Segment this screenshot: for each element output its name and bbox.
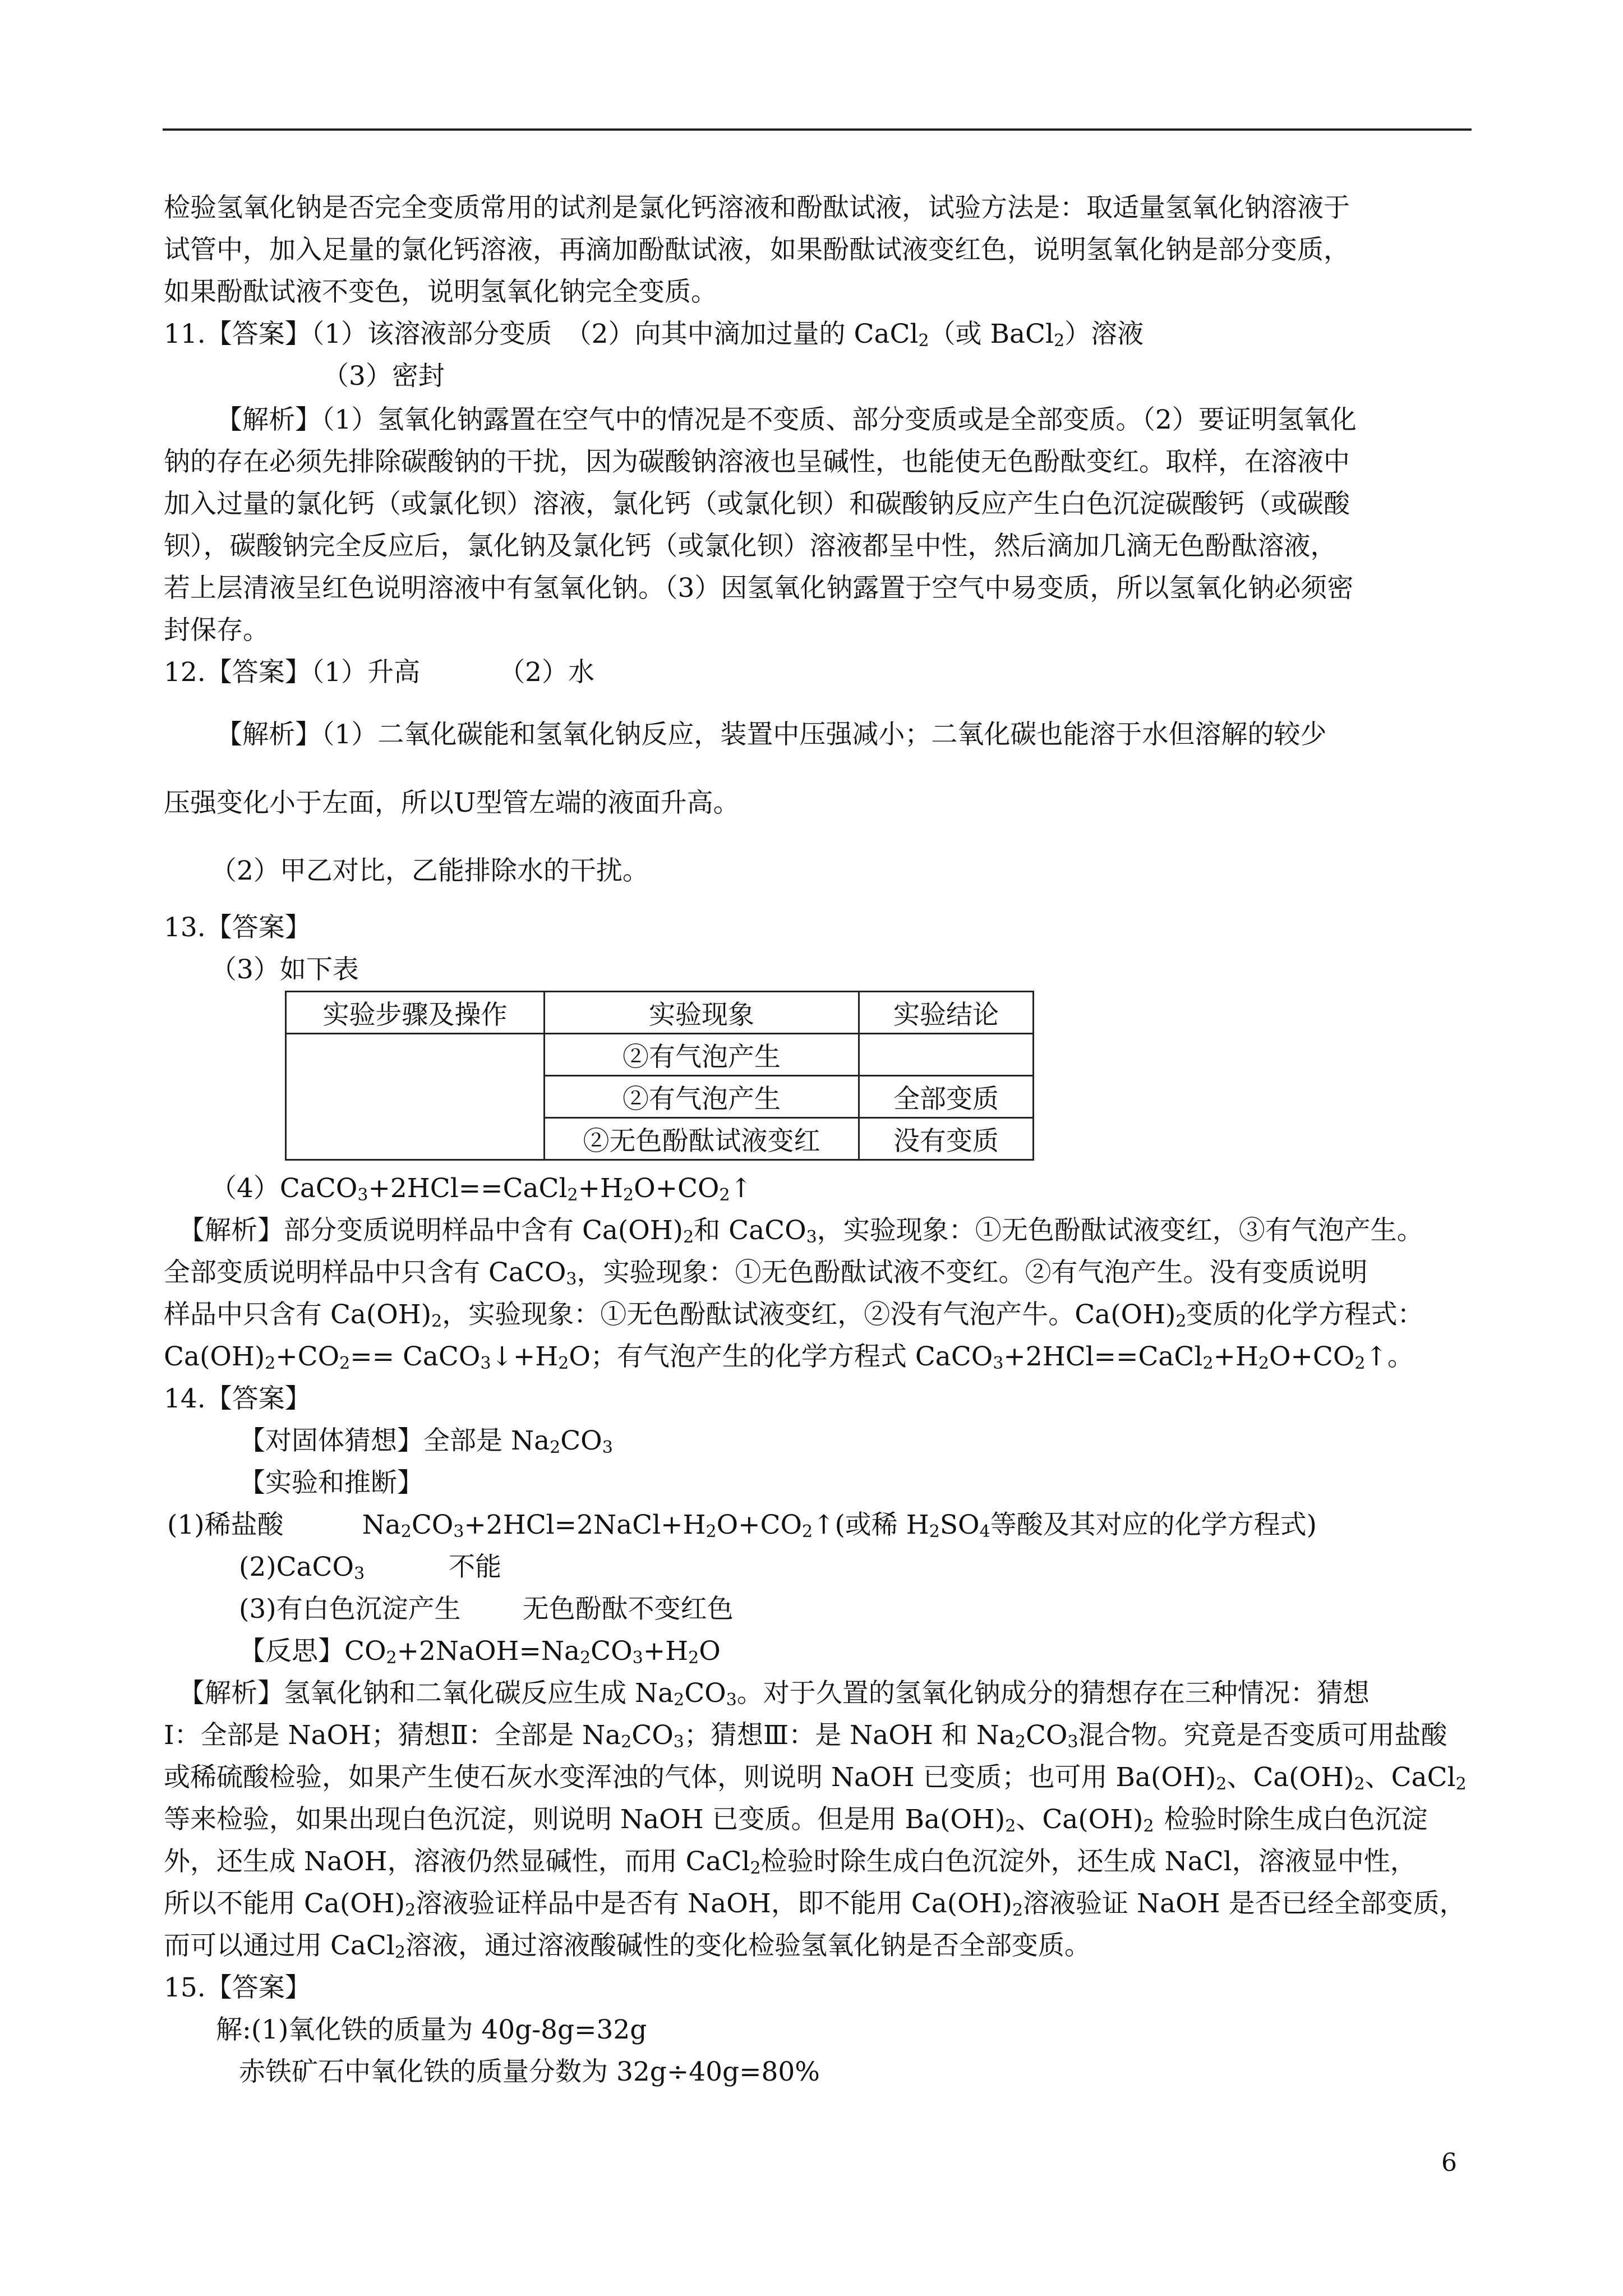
subscript: 2 — [1216, 1774, 1227, 1794]
text-run: CO — [560, 1425, 602, 1456]
paragraph-line: 试管中，加入足量的氯化钙溶液，再滴加酚酞试液，如果酚酞试液变红色，说明氢氧化钠是部分变质， — [164, 234, 1350, 265]
q12-explanation-line: 【解析】（1）二氧化碳能和氢氧化钠反应，装置中压强减小；二氧化碳也能溶于水但溶解的较少 — [216, 719, 1327, 750]
q13-explanation-line — [178, 1214, 1423, 1248]
text-run: 【对固体猜想】全部是 Na — [239, 1425, 550, 1456]
subscript: 2 — [580, 1648, 591, 1668]
text-run: （4）CaCO — [210, 1173, 358, 1204]
text-run: 样品中只含有 Ca(OH) — [164, 1299, 432, 1330]
text-run: 和 CaCO — [694, 1215, 806, 1246]
subscript: 2 — [394, 1943, 406, 1962]
subscript: 3 — [726, 1690, 737, 1710]
subscript: 2 — [1175, 1312, 1187, 1331]
subscript: 2 — [1258, 1354, 1269, 1373]
text-run: 混合物。究竟是否变质可用盐酸 — [1078, 1720, 1447, 1751]
table-cell: ②有气泡产生 — [545, 1034, 859, 1076]
q11-explanation-line: 钡），碳酸钠完全反应后，氯化钠及氯化钙（或氯化钡）溶液都呈中性，然后滴加几滴无色酚酞溶液， — [164, 531, 1337, 562]
text-run: ，实验现象：①无色酚酞试液不变红。②有气泡产生。没有变质说明 — [577, 1257, 1368, 1288]
text-run: ，实验现象：①无色酚酞试液变红，②没有气泡产牛。Ca(OH) — [442, 1299, 1176, 1330]
table-header-cell: 实验结论 — [859, 992, 1034, 1034]
text-run: +2HCl=2NaCl+H — [464, 1510, 706, 1540]
text-run: +2HCl==CaCl — [368, 1173, 568, 1204]
paragraph-line: 检验氢氧化钠是否完全变质常用的试剂是氯化钙溶液和酚酞试液，试验方法是：取适量氢氧化钠溶液于 — [164, 192, 1350, 223]
q14-explanation-line — [164, 1887, 1466, 1921]
table-cell: 没有变质 — [859, 1118, 1034, 1160]
text-run: O+CO — [716, 1510, 802, 1540]
table-cell: ②有气泡产生 — [545, 1076, 859, 1118]
subscript: 3 — [673, 1732, 684, 1752]
text-run: +H — [643, 1636, 689, 1667]
text-run: 全部变质说明样品中只含有 CaCO — [164, 1257, 566, 1288]
subscript: 2 — [1005, 1816, 1016, 1836]
text-run: ↓+H — [491, 1341, 559, 1372]
subscript: 3 — [354, 1564, 365, 1584]
subscript: 2 — [801, 1522, 813, 1542]
text-run: 、Ca(OH) — [1227, 1762, 1354, 1793]
subscript: 2 — [1354, 1354, 1366, 1373]
table-cell: ②无色酚酞试液变红 — [545, 1118, 859, 1160]
text-run: +H — [1213, 1341, 1258, 1372]
q13-explanation-line — [164, 1298, 1424, 1332]
text-run: Ⅰ：全部是 NaOH；猜想Ⅱ：全部是 Na — [164, 1720, 621, 1751]
subscript: 3 — [480, 1354, 491, 1373]
table-header-cell: 实验现象 — [545, 992, 859, 1034]
subscript: 2 — [719, 1185, 730, 1205]
text-run: 溶液验证 NaOH 是否已经全部变质， — [1023, 1888, 1466, 1919]
text-run: O+CO — [1269, 1341, 1355, 1372]
text-run: O+CO — [634, 1173, 720, 1204]
q12-explanation-line: （2）甲乙对比，乙能排除水的干扰。 — [210, 855, 649, 886]
text-run: 等酸及其对应的化学方程式) — [990, 1510, 1317, 1540]
text-run: CO — [411, 1510, 454, 1540]
q11-explanation-line: 钠的存在必须先排除碳酸钠的干扰，因为碳酸钠溶液也呈碱性，也能使无色酚酞变红。取样，在溶液中 — [164, 447, 1350, 477]
text-run: (3)有白色沉淀产生 — [239, 1594, 461, 1625]
text-run: O — [699, 1636, 721, 1667]
text-run: 不能 — [449, 1552, 502, 1582]
table-header-row — [286, 992, 1034, 1034]
text-run: CO — [1025, 1720, 1068, 1751]
subscript: 2 — [683, 1227, 694, 1247]
subscript: 2 — [1354, 1774, 1365, 1794]
text-run: O；有气泡产生的化学方程式 CaCO — [569, 1341, 993, 1372]
q11-explanation-line: 若上层清液呈红色说明溶液中有氢氧化钠。（3）因氢氧化钠露置于空气中易变质，所以氢氧化钠必须密 — [164, 573, 1354, 604]
subscript: 3 — [993, 1354, 1004, 1373]
subscript: 2 — [405, 1901, 416, 1920]
q13-sub4 — [210, 1172, 752, 1205]
subscript: 2 — [1202, 1354, 1214, 1373]
text-run: ，实验现象：①无色酚酞试液变红，③有气泡产生。 — [817, 1215, 1423, 1246]
subscript: 2 — [688, 1648, 699, 1668]
q14-guess-line — [239, 1424, 613, 1458]
page-number: 6 — [1441, 2148, 1457, 2177]
q14-reflection — [239, 1635, 721, 1668]
subscript: 3 — [357, 1185, 368, 1205]
q14-item2 — [239, 1550, 501, 1584]
table-cell: 全部变质 — [859, 1076, 1034, 1118]
q14-item3 — [239, 1593, 734, 1626]
subscript: 2 — [674, 1690, 685, 1710]
text-run: 。对于久置的氢氧化钠成分的猜想存在三种情况：猜想 — [736, 1678, 1370, 1709]
q13-explanation-line — [164, 1256, 1368, 1290]
text-run: 【反思】CO — [239, 1636, 386, 1667]
subscript: 2 — [1012, 1901, 1023, 1920]
text-run: +2HCl==CaCl — [1003, 1341, 1203, 1372]
subscript: 2 — [567, 1185, 578, 1205]
subscript: 2 — [400, 1522, 412, 1542]
text-run: ↑(或稀 H — [813, 1510, 929, 1540]
q15-answer-heading: 15.【答案】 — [164, 1972, 311, 2003]
subscript: 2 — [550, 1438, 561, 1457]
subscript: 2 — [386, 1648, 397, 1668]
header-rule — [163, 128, 1472, 131]
q12-answer-line — [164, 656, 594, 689]
q15-solution-line: 解:(1)氧化铁的质量为 40g-8g=32g — [216, 2014, 647, 2045]
text-run: ；猜想Ⅲ：是 NaOH 和 Na — [684, 1720, 1015, 1751]
q14-explanation-line — [164, 1719, 1447, 1752]
subscript: 3 — [453, 1522, 464, 1542]
q14-answer-heading: 14.【答案】 — [164, 1383, 311, 1414]
text-run: ↑ — [730, 1173, 752, 1204]
text-run: +CO — [275, 1341, 340, 1372]
text-run: Na — [362, 1510, 401, 1540]
subscript: 2 — [929, 1522, 940, 1542]
paragraph-line: 如果酚酞试液不变色，说明氢氧化钠完全变质。 — [164, 277, 717, 307]
subscript: 2 — [1143, 1816, 1154, 1836]
subscript: 2 — [621, 1732, 632, 1752]
subscript: 2 — [750, 1858, 761, 1878]
q11-answer-line-2: （3）密封 — [322, 361, 445, 392]
text-run: 溶液，通过溶液酸碱性的变化检验氢氧化钠是否全部变质。 — [405, 1930, 1091, 1961]
q14-explanation-line — [164, 1803, 1428, 1837]
text-run: (2)CaCO — [239, 1552, 354, 1582]
text-run: CO — [591, 1636, 633, 1667]
q12-explanation-line: 压强变化小于左面，所以U型管左端的液面升高。 — [164, 788, 740, 818]
q14-item1 — [167, 1508, 1317, 1542]
subscript: 4 — [979, 1522, 990, 1542]
text-run: 12.【答案】（1）升高 — [164, 657, 421, 688]
text-run: 等来检验，如果出现白色沉淀，则说明 NaOH 已变质。但是用 Ba(OH) — [164, 1804, 1006, 1835]
q14-explanation-line — [164, 1929, 1091, 1963]
text-run: 11.【答案】（1）该溶液部分变质 （2）向其中滴加过量的 CaCl — [164, 319, 919, 349]
text-run: 无色酚酞不变红色 — [522, 1594, 734, 1625]
q13-sub3: （3）如下表 — [210, 954, 359, 985]
text-run: 【解析】部分变质说明样品中含有 Ca(OH) — [178, 1215, 684, 1246]
text-run: ）溶液 — [1064, 319, 1144, 349]
text-run: （2）水 — [499, 657, 595, 688]
text-run: CO — [684, 1678, 726, 1709]
table-cell — [286, 1034, 545, 1160]
q13-answer-heading: 13.【答案】 — [164, 912, 311, 943]
text-run: 溶液验证样品中是否有 NaOH，即不能用 Ca(OH) — [416, 1888, 1012, 1919]
table-header-cell: 实验步骤及操作 — [286, 992, 545, 1034]
text-run: 或稀硫酸检验，如果产生使石灰水变浑浊的气体，则说明 NaOH 已变质；也可用 Ba(OH) — [164, 1762, 1216, 1793]
subscript: 2 — [623, 1185, 634, 1205]
subscript: 3 — [1067, 1732, 1078, 1752]
subscript: 2 — [558, 1354, 569, 1373]
subscript: 3 — [806, 1227, 817, 1247]
text-run: (1)稀盐酸 — [167, 1510, 284, 1540]
text-run: 【解析】氢氧化钠和二氧化碳反应生成 Na — [178, 1678, 674, 1709]
text-run: 检验时除生成白色沉淀外，还生成 NaCl，溶液显中性， — [760, 1846, 1417, 1877]
subscript: 2 — [431, 1312, 442, 1331]
q14-explanation-line — [178, 1677, 1370, 1710]
subscript: 2 — [706, 1522, 717, 1542]
text-run: SO — [939, 1510, 980, 1540]
text-run: == CaCO — [350, 1341, 481, 1372]
text-run: 外，还生成 NaOH，溶液仍然显碱性，而用 CaCl — [164, 1846, 750, 1877]
text-run: 、CaCl — [1364, 1762, 1456, 1793]
text-run: 变质的化学方程式： — [1186, 1299, 1424, 1330]
q11-explanation-line: 封保存。 — [164, 615, 269, 646]
subscript: 2 — [339, 1354, 351, 1373]
q11-explanation-line: 【解析】（1）氢氧化钠露置在空气中的情况是不变质、部分变质或是全部变质。（2）要证明氢氧化 — [216, 404, 1357, 435]
text-run: Ca(OH) — [164, 1341, 265, 1372]
text-run: 而可以通过用 CaCl — [164, 1930, 395, 1961]
q13-explanation-line — [164, 1340, 1414, 1374]
subscript: 2 — [265, 1354, 276, 1373]
text-run: 检验时除生成白色沉淀 — [1164, 1804, 1428, 1835]
subscript: 2 — [918, 331, 929, 351]
subscript: 2 — [1455, 1774, 1467, 1794]
text-run: +H — [578, 1173, 623, 1204]
subscript: 3 — [632, 1648, 643, 1668]
table-row — [286, 1034, 1034, 1076]
text-run: CO — [631, 1720, 674, 1751]
q11-answer-line — [164, 318, 1144, 351]
q15-solution-line: 赤铁矿石中氧化铁的质量分数为 32g÷40g=80% — [239, 2056, 820, 2087]
text-run: 、Ca(OH) — [1016, 1804, 1144, 1835]
subscript: 2 — [1015, 1732, 1026, 1752]
q14-explanation-line — [164, 1761, 1467, 1795]
text-run: 所以不能用 Ca(OH) — [164, 1888, 405, 1919]
subscript: 2 — [1054, 331, 1065, 351]
experiment-table — [285, 991, 1034, 1161]
subscript: 3 — [566, 1269, 577, 1289]
subscript: 3 — [602, 1438, 613, 1457]
q14-infer-heading: 【实验和推断】 — [239, 1467, 423, 1498]
q11-explanation-line: 加入过量的氯化钙（或氯化钡）溶液，氯化钙（或氯化钡）和碳酸钠反应产生白色沉淀碳酸钙（或碳酸 — [164, 489, 1350, 519]
q14-explanation-line — [164, 1845, 1417, 1879]
text-run: （或 BaCl — [929, 319, 1054, 349]
text-run: ↑。 — [1365, 1341, 1414, 1372]
table-cell — [859, 1034, 1034, 1076]
text-run: +2NaOH=Na — [396, 1636, 580, 1667]
